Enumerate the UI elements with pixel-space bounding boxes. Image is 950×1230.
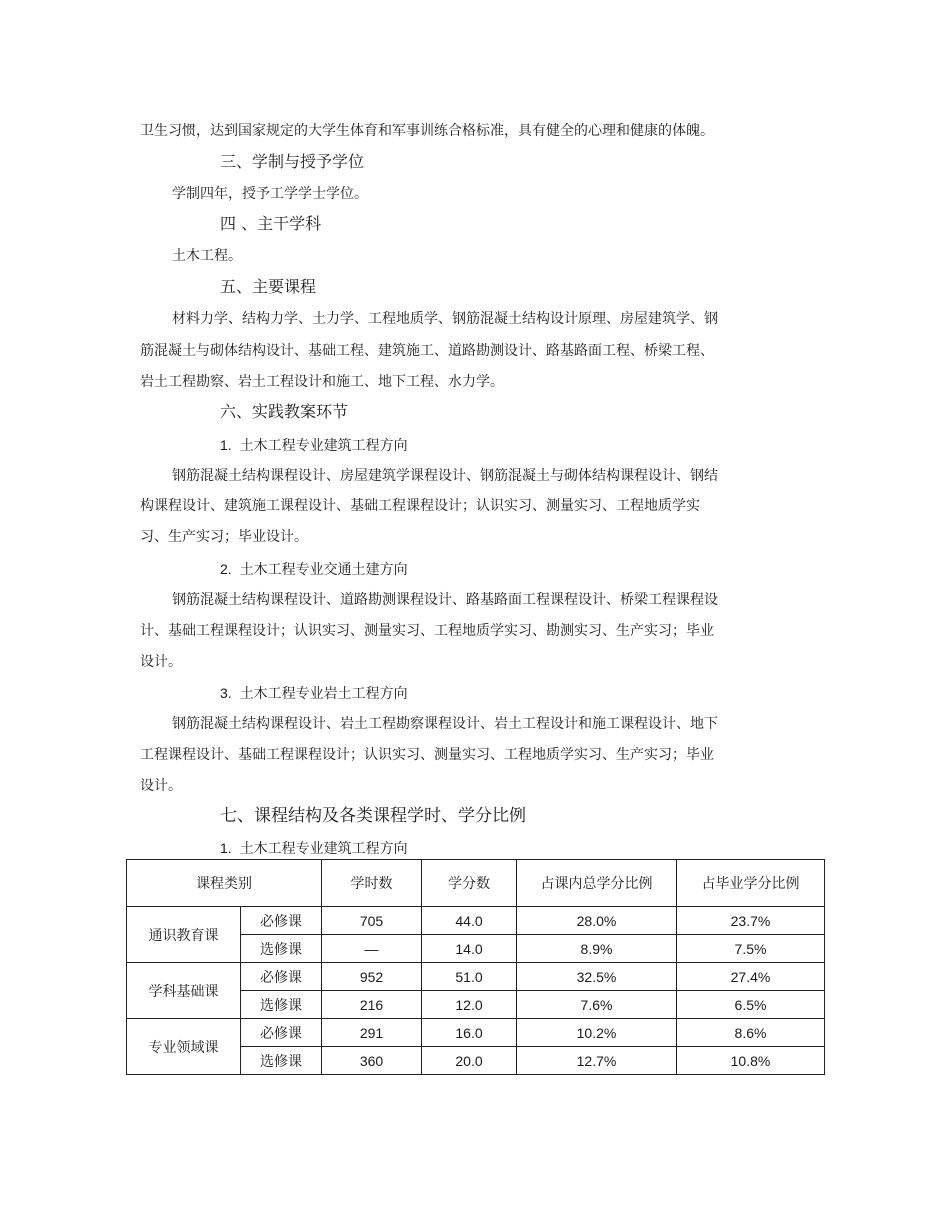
section-7-subheading xyxy=(220,839,408,858)
course-type: 选修课 xyxy=(241,1047,322,1075)
practice-item-3-line: 钢筋混凝土结构课程设计、岩土工程勘察课程设计、岩土工程设计和施工课程设计、地下 xyxy=(172,716,718,732)
practice-item-2-line: 计、基础工程课程设计；认识实习、测量实习、工程地质学实习、勘测实习、生产实习；毕业 xyxy=(140,623,714,639)
hours-cell: — xyxy=(322,935,422,963)
section-7-heading: 七、课程结构及各类课程学时、学分比例 xyxy=(220,806,526,826)
practice-item-3-line: 设计。 xyxy=(140,778,182,794)
pct-in-cell: 7.6% xyxy=(517,991,677,1019)
pct-in-cell: 32.5% xyxy=(517,963,677,991)
group-name: 学科基础课 xyxy=(127,963,241,1019)
header-pct-in-course: 占课内总学分比例 xyxy=(517,860,677,907)
group-name: 专业领域课 xyxy=(127,1019,241,1075)
table-row xyxy=(127,1019,825,1047)
credits-cell: 20.0 xyxy=(422,1047,517,1075)
course-type: 选修课 xyxy=(241,991,322,1019)
credits-cell: 12.0 xyxy=(422,991,517,1019)
practice-item-1-line: 构课程设计、建筑施工课程设计、基础工程课程设计；认识实习、测量实习、工程地质学实 xyxy=(140,498,700,514)
practice-item-2-line: 钢筋混凝土结构课程设计、道路勘测课程设计、路基路面工程课程设计、桥梁工程课程设 xyxy=(172,592,718,608)
practice-item-1-number: 1. xyxy=(220,437,232,453)
table-header-row xyxy=(127,860,825,907)
section-5-line: 岩土工程勘察、岩土工程设计和施工、地下工程、水力学。 xyxy=(140,374,504,390)
pct-grad-cell: 6.5% xyxy=(677,991,825,1019)
course-type: 必修课 xyxy=(241,907,322,935)
practice-item-1-label: 土木工程专业建筑工程方向 xyxy=(239,438,408,454)
table-row xyxy=(127,907,825,935)
practice-item-3-number: 3. xyxy=(220,685,232,701)
credits-cell: 14.0 xyxy=(422,935,517,963)
credits-cell: 44.0 xyxy=(422,907,517,935)
course-type: 必修课 xyxy=(241,1019,322,1047)
hours-cell: 216 xyxy=(322,991,422,1019)
practice-item-1-line: 钢筋混凝土结构课程设计、房屋建筑学课程设计、钢筋混凝土与砌体结构课程设计、钢结 xyxy=(172,468,718,484)
practice-item-2-number: 2. xyxy=(220,561,232,577)
pct-in-cell: 12.7% xyxy=(517,1047,677,1075)
pct-in-cell: 28.0% xyxy=(517,907,677,935)
section-3-body: 学制四年，授予工学学士学位。 xyxy=(172,186,368,202)
section-6-heading: 六、实践教案环节 xyxy=(220,402,349,421)
credits-cell: 51.0 xyxy=(422,963,517,991)
course-type: 必修课 xyxy=(241,963,322,991)
section-4-heading: 四 、主干学科 xyxy=(220,214,322,233)
practice-item-2-title xyxy=(220,560,408,579)
header-credits: 学分数 xyxy=(422,860,517,907)
practice-item-2-label: 土木工程专业交通土建方向 xyxy=(239,562,408,578)
pct-in-cell: 10.2% xyxy=(517,1019,677,1047)
pct-in-cell: 8.9% xyxy=(517,935,677,963)
practice-item-3-line: 工程课程设计、基础工程课程设计；认识实习、测量实习、工程地质学实习、生产实习；毕业 xyxy=(140,747,714,763)
hours-cell: 705 xyxy=(322,907,422,935)
header-pct-graduation: 占毕业学分比例 xyxy=(677,860,825,907)
hours-cell: 291 xyxy=(322,1019,422,1047)
practice-item-3-title xyxy=(220,684,408,703)
pct-grad-cell: 27.4% xyxy=(677,963,825,991)
section-4-body: 土木工程。 xyxy=(172,248,242,264)
pct-grad-cell: 23.7% xyxy=(677,907,825,935)
credits-cell: 16.0 xyxy=(422,1019,517,1047)
pct-grad-cell: 8.6% xyxy=(677,1019,825,1047)
section-5-line: 材料力学、结构力学、土力学、工程地质学、钢筋混凝土结构设计原理、房屋建筑学、钢 xyxy=(172,311,718,327)
practice-item-1-line: 习、生产实习；毕业设计。 xyxy=(140,529,308,545)
credit-structure-table xyxy=(126,859,825,1075)
hours-cell: 952 xyxy=(322,963,422,991)
section-3-heading: 三、学制与授予学位 xyxy=(220,152,365,171)
practice-item-2-line: 设计。 xyxy=(140,654,182,670)
section-5-line: 筋混凝土与砌体结构设计、基础工程、建筑施工、道路勘测设计、路基路面工程、桥梁工程、 xyxy=(140,343,714,359)
header-hours: 学时数 xyxy=(322,860,422,907)
group-name: 通识教育课 xyxy=(127,907,241,963)
section-7-sub-number: 1. xyxy=(220,840,232,856)
table-row xyxy=(127,963,825,991)
header-course-category: 课程类别 xyxy=(127,860,322,907)
hours-cell: 360 xyxy=(322,1047,422,1075)
practice-item-1-title xyxy=(220,436,408,455)
course-type: 选修课 xyxy=(241,935,322,963)
intro-line: 卫生习惯，达到国家规定的大学生体育和军事训练合格标准，具有健全的心理和健康的体魄。 xyxy=(140,123,714,139)
pct-grad-cell: 7.5% xyxy=(677,935,825,963)
section-5-heading: 五、主要课程 xyxy=(220,277,317,296)
pct-grad-cell: 10.8% xyxy=(677,1047,825,1075)
practice-item-3-label: 土木工程专业岩土工程方向 xyxy=(239,686,408,702)
section-7-sub-label: 土木工程专业建筑工程方向 xyxy=(239,841,408,857)
